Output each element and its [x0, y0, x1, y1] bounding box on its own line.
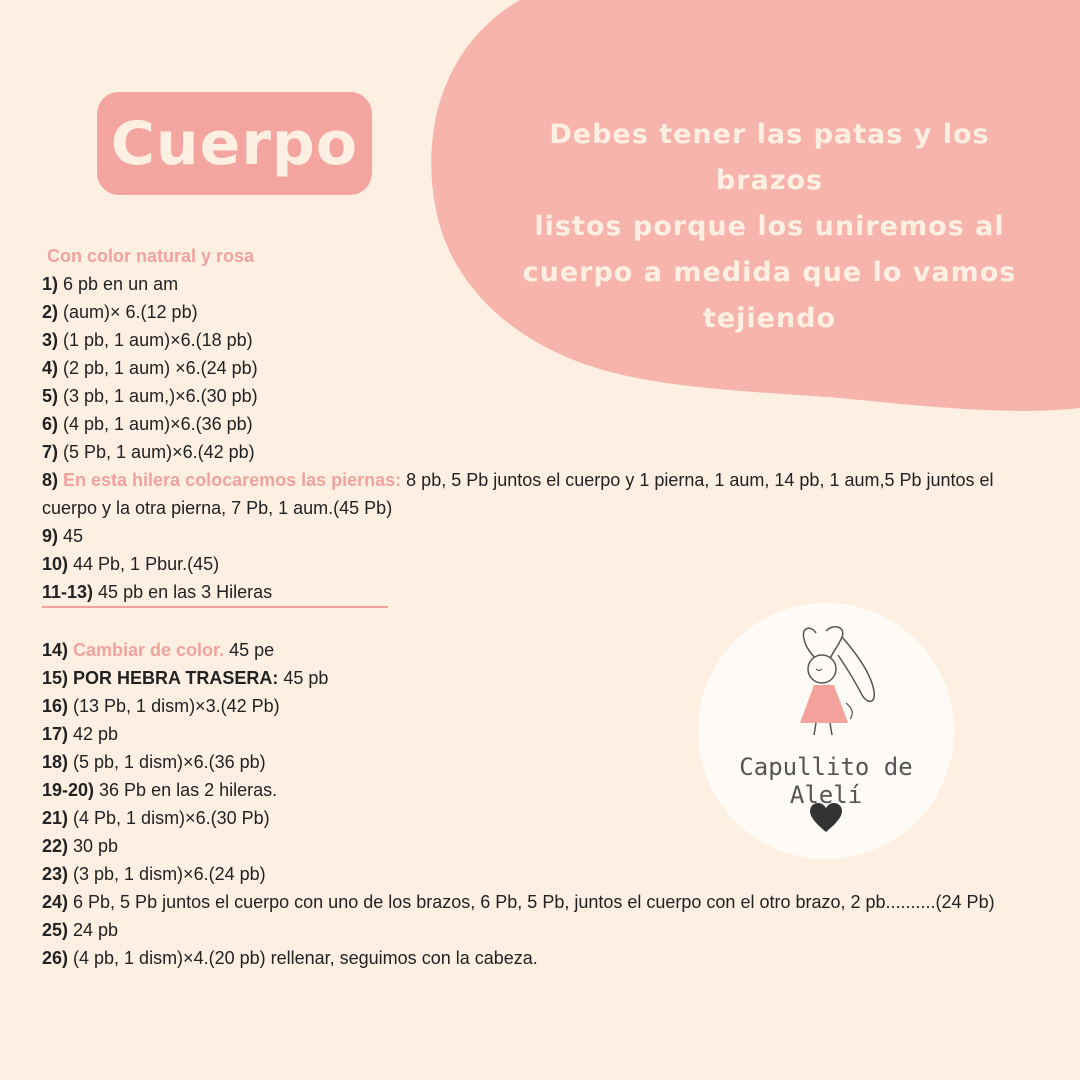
instruction-row [42, 410, 1047, 438]
row-text: (3 pb, 1 dism)×6.(24 pb) [68, 864, 266, 884]
rows-group-1 [42, 270, 1047, 606]
instruction-row [42, 438, 1047, 466]
row-number: 8) [42, 470, 59, 490]
row-text: 42 pb [68, 724, 119, 744]
instruction-row [42, 944, 1047, 972]
row-text: (aum)× 6.(12 pb) [58, 302, 198, 322]
instructions [42, 242, 1047, 972]
row-text: (4 pb, 1 aum)×6.(36 pb) [58, 414, 253, 434]
title-badge [97, 92, 372, 195]
row-emphasis: POR HEBRA TRASERA: [68, 668, 279, 688]
section-subtitle: Con color natural y rosa [47, 246, 255, 266]
row-number: 2) [42, 302, 59, 322]
instruction-row [42, 326, 1047, 354]
row-number: 17) [42, 724, 69, 744]
row-text: 44 Pb, 1 Pbur.(45) [68, 554, 220, 574]
row-text: (4 pb, 1 dism)×4.(20 pb) rellenar, seguimos con la cabeza. [68, 948, 538, 968]
instruction-row [42, 860, 1047, 888]
row-text: (5 pb, 1 dism)×6.(36 pb) [68, 752, 266, 772]
row-number: 15) [42, 668, 69, 688]
row-number: 4) [42, 358, 59, 378]
row-text: (3 pb, 1 aum,)×6.(30 pb) [58, 386, 258, 406]
note-line: listos porque los uniremos al [534, 211, 1005, 242]
row-number: 3) [42, 330, 59, 350]
row-number: 19-20) [42, 780, 95, 800]
instruction-row [42, 550, 1047, 578]
section-divider [42, 606, 388, 608]
row-text: 24 pb [68, 920, 119, 940]
instruction-row [42, 916, 1047, 944]
row-text: (13 Pb, 1 dism)×3.(42 Pb) [68, 696, 280, 716]
instruction-row [42, 298, 1047, 326]
row-text: 8 pb, 5 Pb juntos el cuerpo y 1 pierna, 1 aum, 14 pb, 1 aum,5 Pb juntos el cuerpo y la otra pierna, 7 Pb, 1 aum.(45 Pb) [42, 470, 994, 518]
row-number: 14) [42, 640, 69, 660]
row-number: 23) [42, 864, 69, 884]
row-number: 16) [42, 696, 69, 716]
row-number: 22) [42, 836, 69, 856]
row-number: 24) [42, 892, 69, 912]
row-text: 6 Pb, 5 Pb juntos el cuerpo con uno de los brazos, 6 Pb, 5 Pb, juntos el cuerpo con el otro brazo, 2 pb..........(24 Pb) [68, 892, 995, 912]
row-text: 45 pb [278, 668, 329, 688]
row-number: 1) [42, 274, 59, 294]
instruction-row [42, 522, 1047, 550]
row-number: 11-13) [42, 582, 94, 602]
row-text: 6 pb en un am [58, 274, 179, 294]
row-number: 7) [42, 442, 59, 462]
row-text: 30 pb [68, 836, 119, 856]
logo [698, 603, 954, 859]
row-number: 26) [42, 948, 69, 968]
row-text: 45 pe [224, 640, 275, 660]
row-number: 21) [42, 808, 69, 828]
row-number: 9) [42, 526, 59, 546]
note-line: cuerpo a medida que lo vamos [522, 257, 1017, 288]
note-line: tejiendo [702, 303, 837, 334]
logo-text: Capullito de Alelí [739, 753, 913, 809]
row-number: 6) [42, 414, 59, 434]
page-title: Cuerpo [110, 108, 359, 179]
row-highlight: Cambiar de color. [68, 640, 225, 660]
bunny-icon [786, 623, 896, 743]
row-text: (2 pb, 1 aum) ×6.(24 pb) [58, 358, 258, 378]
row-highlight: En esta hilera colocaremos las piernas: [58, 470, 402, 490]
row-number: 18) [42, 752, 69, 772]
instruction-row [42, 354, 1047, 382]
row-text: (1 pb, 1 aum)×6.(18 pb) [58, 330, 253, 350]
row-text: 45 pb en las 3 Hileras [93, 582, 273, 602]
row-number: 25) [42, 920, 69, 940]
instruction-row [42, 578, 1047, 606]
instruction-row [42, 888, 1047, 916]
note-line: Debes tener las patas y los brazos [549, 119, 990, 196]
row-text: (4 Pb, 1 dism)×6.(30 Pb) [68, 808, 270, 828]
row-number: 10) [42, 554, 69, 574]
row-text: 45 [58, 526, 84, 546]
heart-icon [810, 803, 842, 833]
row-text: 36 Pb en las 2 hileras. [94, 780, 278, 800]
instruction-row [42, 466, 1047, 522]
instruction-row [42, 382, 1047, 410]
row-text: (5 Pb, 1 aum)×6.(42 pb) [58, 442, 255, 462]
row-number: 5) [42, 386, 59, 406]
instruction-row [42, 270, 1047, 298]
